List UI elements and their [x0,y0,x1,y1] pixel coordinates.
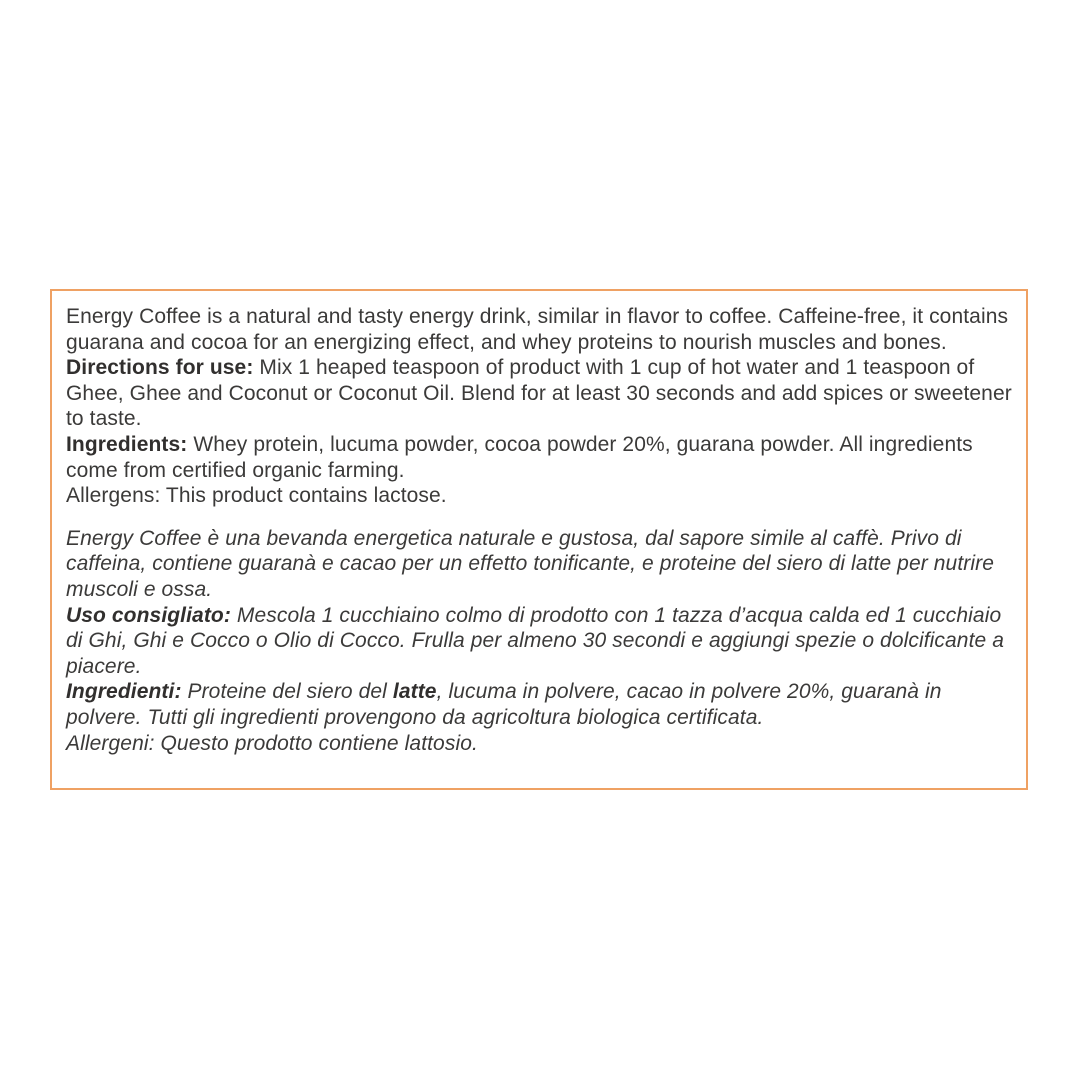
intro-text-en: Energy Coffee is a natural and tasty energy drink, similar in flavor to coffee. Caffeine-free, it contains guarana and cocoa for an energizing effect, and whey proteins to nourish muscles and bones. [66,305,1009,354]
ingredients-label-it: Ingredienti: [66,680,182,704]
ingredients-text-post-it: , lucuma in polvere, cacao in polvere 20%, guaranà in polvere. Tutti gli ingredienti provengono da agricoltura biologica certificata. [66,680,942,729]
intro-text-it: Energy Coffee è una bevanda energetica naturale e gustosa, dal sapore simile al caffè. Privo di caffeina, contiene guaranà e cacao per un effetto tonificante, e proteine del siero di latte per nutrire muscoli e ossa. [66,526,994,601]
ingredients-label-en: Ingredients: [66,432,188,456]
ingredients-text-pre-it: Proteine del siero del [181,680,393,704]
english-description-section [66,304,1012,509]
allergens-paragraph-en [66,483,1012,509]
directions-label-en: Directions for use: [66,356,254,380]
product-description-box [50,289,1028,790]
directions-paragraph-en [66,355,1012,432]
allergens-text-en: Allergens: This product contains lactose. [66,484,447,508]
directions-text-it: Mescola 1 cucchiaino colmo di prodotto con 1 tazza d’acqua calda ed 1 cucchiaio di Ghi, Ghi e Cocco o Olio di Cocco. Frulla per almeno 30 secondi e aggiungi spezie o dolcificante a piacere. [66,603,1005,678]
ingredients-bold-word-it: latte [392,680,437,704]
italian-description-section [66,526,1012,756]
ingredients-paragraph-en [66,432,1012,483]
directions-paragraph-it [66,603,1012,680]
ingredients-text-en: Whey protein, lucuma powder, cocoa powder 20%, guarana powder. All ingredients come from certified organic farming. [66,432,973,482]
directions-label-it: Uso consigliato: [66,603,231,627]
allergens-text-it: Allergeni: Questo prodotto contiene lattosio. [66,731,478,755]
intro-paragraph-en [66,304,1012,355]
directions-text-en: Mix 1 heaped teaspoon of product with 1 cup of hot water and 1 teaspoon of Ghee, Ghee and Coconut or Coconut Oil. Blend for at least 30 seconds and add spices or sweetener to taste. [66,356,1012,431]
allergens-paragraph-it [66,731,1012,757]
ingredients-paragraph-it [66,679,1012,730]
intro-paragraph-it [66,526,1012,603]
